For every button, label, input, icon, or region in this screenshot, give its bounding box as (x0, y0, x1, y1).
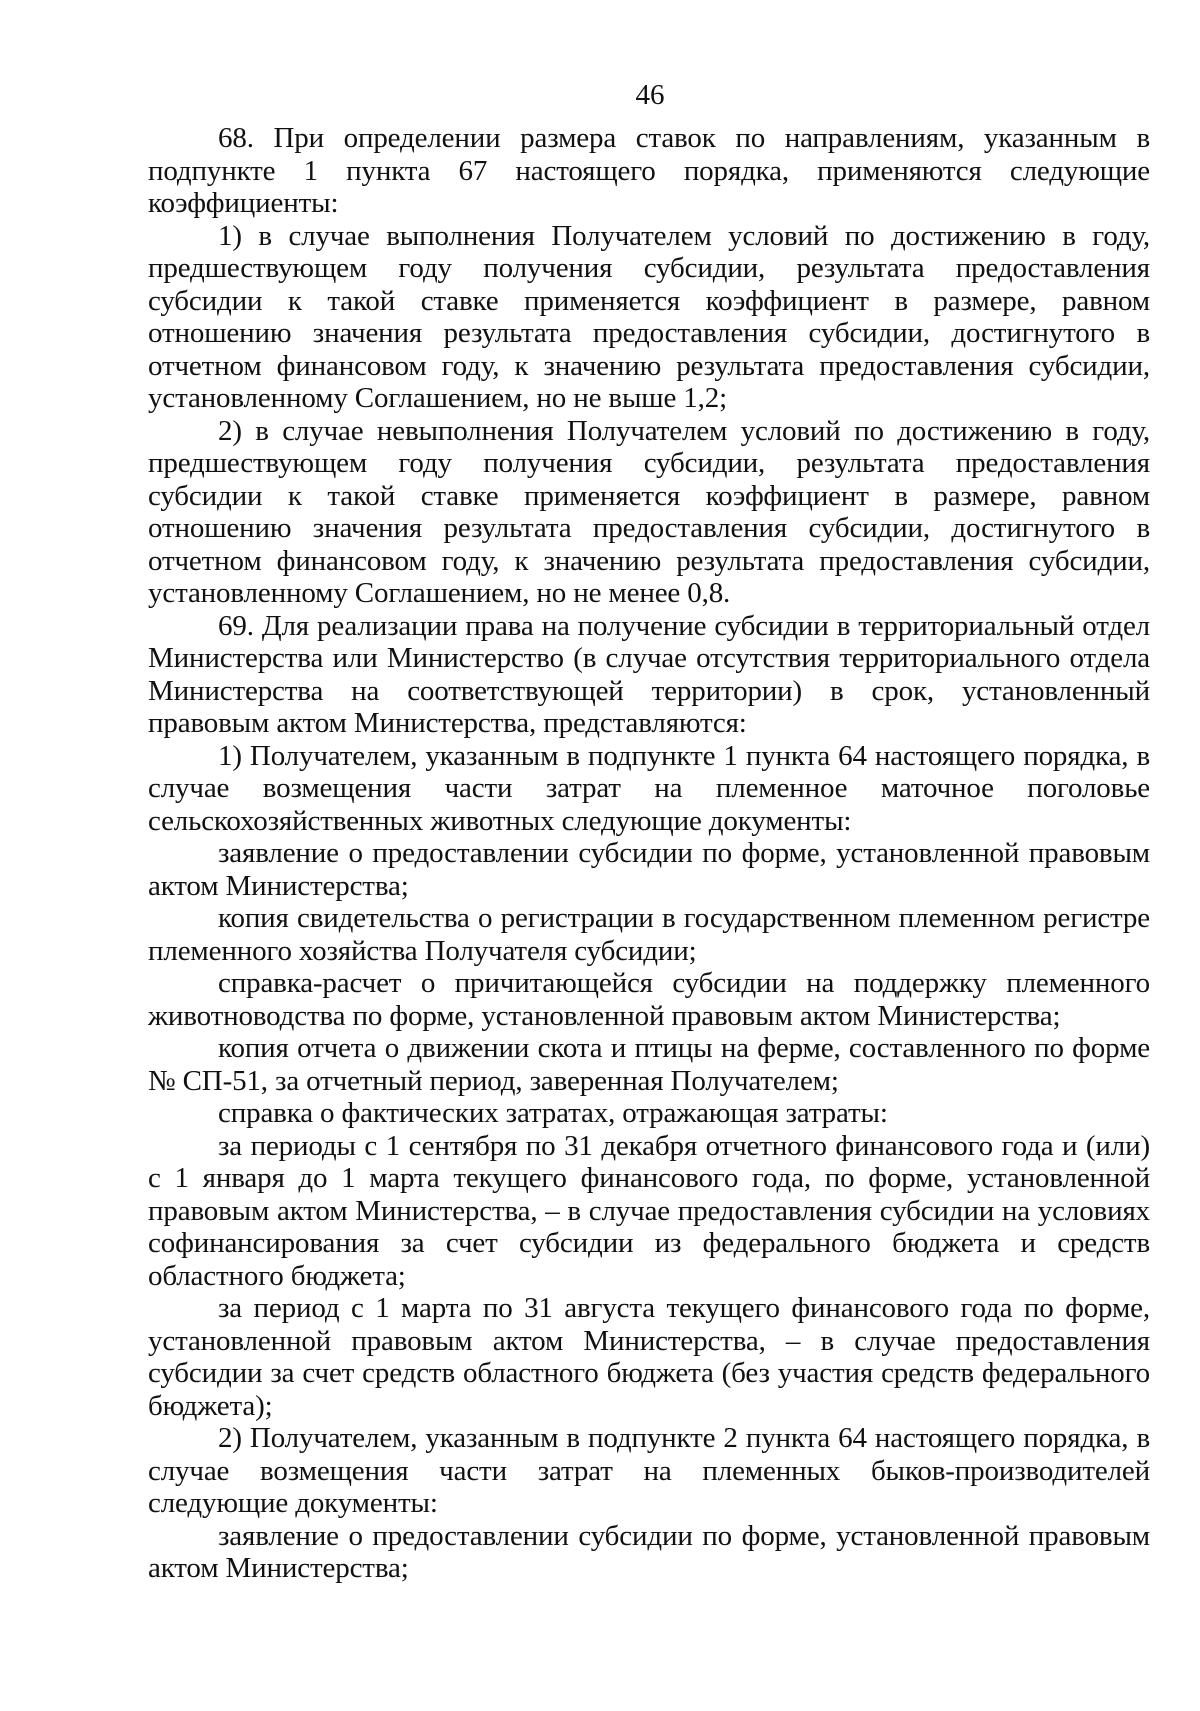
document-item-cost-statement: справка о фактических затратах, отражающая затраты: (218, 1097, 888, 1129)
paragraph-68: 68. При определении размера ставок по направлениям, указанным в подпункте 1 пункта 67 настоящего порядка, применяются следующие коэффициенты: (148, 122, 1150, 219)
paragraph-68-item-1: 1) в случае выполнения Получателем условий по достижению в году, предшествующем году получения субсидии, результата предоставления субсидии к такой ставке применяется коэффициент в размере, равном отношению значения результата предоставления субсидии, достигнутого в отчетном финансовом году, к значению результата предоставления субсидии, установленному Соглашением, но не выше 1,2; (148, 219, 1150, 414)
document-item-calculation: справка-расчет о причитающейся субсидии на поддержку племенного животноводства по форме, установленной правовым актом Министерства; (148, 967, 1150, 1032)
cost-period-regional: за период с 1 марта по 31 августа текущего финансового года по форме, установленной правовым актом Министерства, – в случае предоставления субсидии за счет средств областного бюджета (без участия средств федерального бюджета); (148, 1292, 1150, 1422)
document-item-application: заявление о предоставлении субсидии по форме, установленной правовым актом Министерства; (148, 837, 1150, 902)
paragraph-69-item-2: 2) Получателем, указанным в подпункте 2 пункта 64 настоящего порядка, в случае возмещения части затрат на племенных быков-производителей следующие документы: (148, 1422, 1150, 1519)
document-item-application-2: заявление о предоставлении субсидии по форме, установленной правовым актом Министерства; (148, 1519, 1150, 1584)
document-item-registration-copy: копия свидетельства о регистрации в государственном племенном регистре племенного хозяйства Получателя субсидии; (148, 902, 1150, 967)
paragraph-69: 69. Для реализации права на получение субсидии в территориальный отдел Министерства или Министерство (в случае отсутствия территориального отдела Министерства на соответствующей территории) в срок, установленный правовым актом Министерства, представляются: (148, 609, 1150, 739)
document-body (148, 122, 1150, 1585)
document-item-livestock-report: копия отчета о движении скота и птицы на ферме, составленного по форме № СП-51, за отчетный период, заверенная Получателем; (148, 1032, 1150, 1097)
paragraph-69-item-1: 1) Получателем, указанным в подпункте 1 пункта 64 настоящего порядка, в случае возмещения части затрат на племенное маточное поголовье сельскохозяйственных животных следующие документы: (148, 739, 1150, 837)
paragraph-68-item-2: 2) в случае невыполнения Получателем условий по достижению в году, предшествующем году получения субсидии, результата предоставления субсидии к такой ставке применяется коэффициент в размере, равном отношению значения результата предоставления субсидии, достигнутого в отчетном финансовом году, к значению результата предоставления субсидии, установленному Соглашением, но не менее 0,8. (148, 414, 1150, 609)
cost-period-federal: за периоды с 1 сентября по 31 декабря отчетного финансового года и (или) с 1 января до 1 марта текущего финансового года, по форме, установленной правовым актом Министерства, – в случае предоставления субсидии на условиях софинансирования за счет субсидии из федерального бюджета и средств областного бюджета; (148, 1129, 1150, 1292)
page-number: 46 (635, 79, 665, 111)
